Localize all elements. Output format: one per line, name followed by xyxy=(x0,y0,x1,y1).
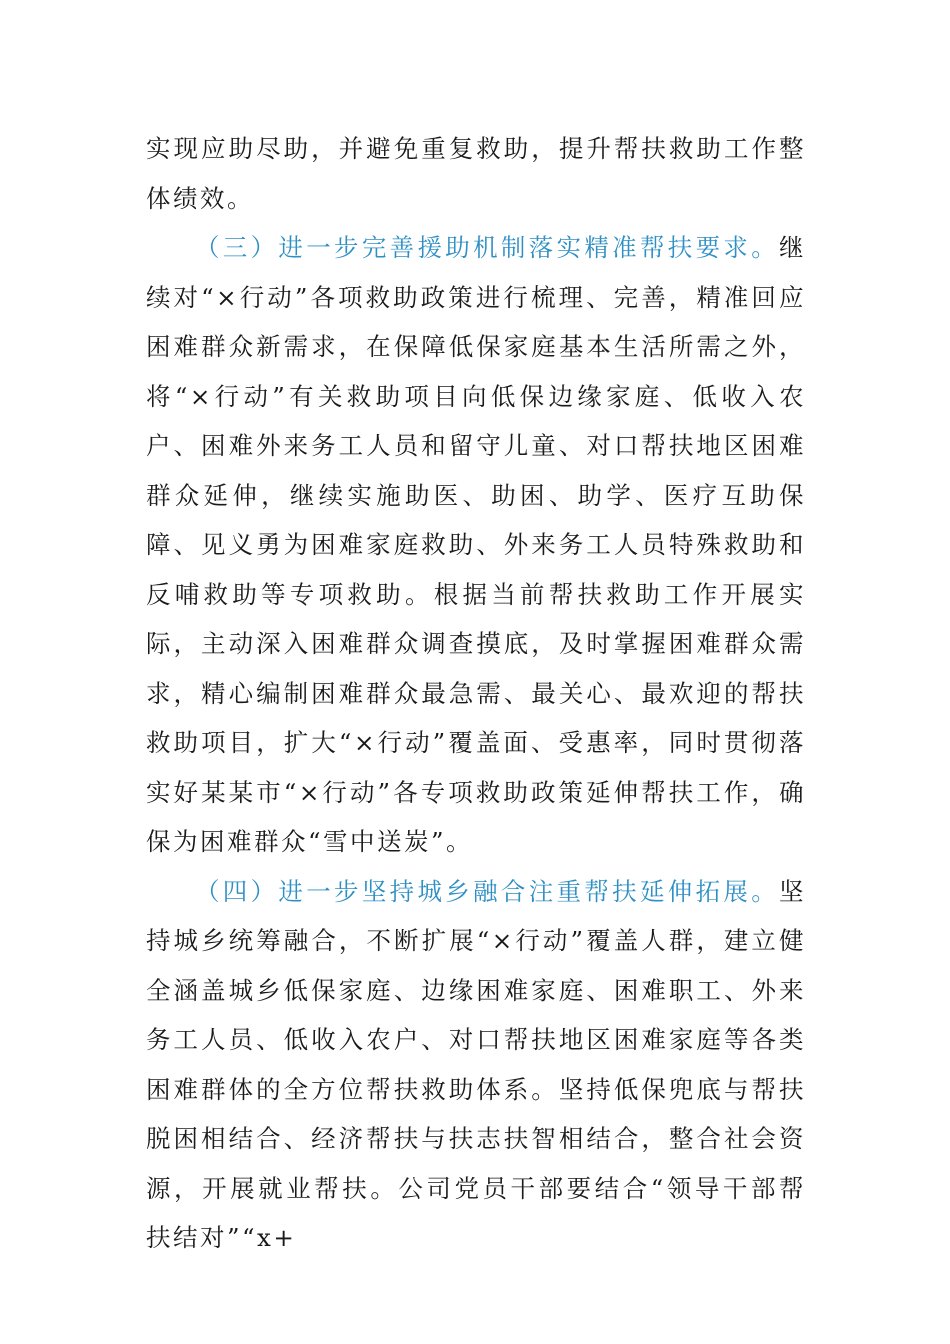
section-heading-3: （三）进一步完善援助机制落实精准帮扶要求。 xyxy=(195,233,779,262)
document-body xyxy=(146,124,806,1263)
paragraph-text: 继续对“×行动”各项救助政策进行梳理、完善，精准回应困难群众新需求，在保障低保家庭基本生活所需之外，将“×行动”有关救助项目向低保边缘家庭、低收入农户、困难外来务工人员和留守儿童、对口帮扶地区困难群众延伸，继续实施助医、助困、助学、医疗互助保障、见义勇为困难家庭救助、外来务工人员特殊救助和反哺救助等专项救助。根据当前帮扶救助工作开展实际，主动深入困难群众调查摸底，及时掌握困难群众需求，精心编制困难群众最急需、最关心、最欢迎的帮扶救助项目，扩大“×行动”覆盖面、受惠率，同时贯彻落实好某某市“×行动”各专项救助政策延伸帮扶工作，确保为困难群众“雪中送炭”。 xyxy=(146,233,806,856)
paragraph-continuation xyxy=(146,124,806,223)
paragraph-section-3 xyxy=(146,223,806,867)
paragraph-text: 坚持城乡统筹融合，不断扩展“×行动”覆盖人群，建立健全涵盖城乡低保家庭、边缘困难家庭、困难职工、外来务工人员、低收入农户、对口帮扶地区困难家庭等各类困难群体的全方位帮扶救助体系。坚持低保兜底与帮扶脱困相结合、经济帮扶与扶志扶智相结合，整合社会资源，开展就业帮扶。公司党员干部要结合“领导干部帮扶结对”“x+ xyxy=(146,876,806,1252)
paragraph-text: 实现应助尽助，并避免重复救助，提升帮扶救助工作整体绩效。 xyxy=(146,134,806,213)
paragraph-section-4 xyxy=(146,867,806,1263)
section-heading-4: （四）进一步坚持城乡融合注重帮扶延伸拓展。 xyxy=(195,876,779,906)
